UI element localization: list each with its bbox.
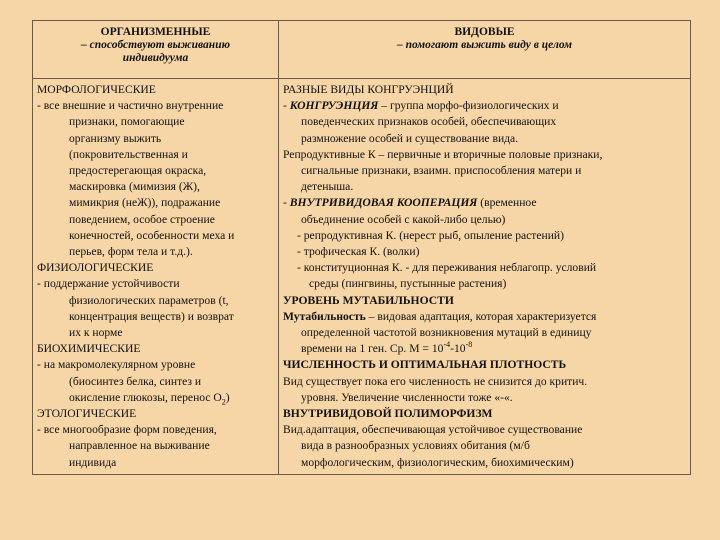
right-content-cell bbox=[279, 79, 691, 475]
text-run: (временное bbox=[477, 196, 537, 210]
section-heading: БИОХИМИЧЕСКИЕ bbox=[37, 342, 141, 356]
text-line: Репродуктивные К – первичные и вторичные половые признаки, bbox=[283, 147, 603, 161]
text-line bbox=[279, 195, 690, 211]
text-line: признаки, помогающие bbox=[69, 115, 185, 129]
section-heading: МОРФОЛОГИЧЕСКИЕ bbox=[37, 83, 156, 96]
text-line: - репродуктивная К. (нерест рыб, опыление растений) bbox=[297, 228, 564, 242]
text-line bbox=[279, 309, 690, 325]
text-line: их к норме bbox=[69, 326, 123, 340]
section-heading: РАЗНЫЕ ВИДЫ КОНГРУЭНЦИЙ bbox=[283, 83, 454, 96]
text-line: морфологическим, физиологическим, биохимическим) bbox=[301, 455, 574, 469]
section-heading: ЭТОЛОГИЧЕСКИЕ bbox=[37, 407, 137, 421]
text-line: размножение особей и существование вида. bbox=[301, 131, 519, 145]
superscript: -4 bbox=[443, 340, 451, 350]
text-line bbox=[279, 98, 690, 114]
text-run: – группа морфо-физиологических и bbox=[378, 99, 559, 113]
text-line: - трофическая К. (волки) bbox=[297, 245, 420, 259]
right-header-subtitle: – помогают выжить виду в целом bbox=[396, 39, 573, 51]
text-line: концентрация веществ) и возврат bbox=[69, 309, 234, 323]
left-header-title: ОРГАНИЗМЕННЫЕ bbox=[100, 26, 211, 38]
section-heading: ФИЗИОЛОГИЧЕСКИЕ bbox=[37, 261, 154, 275]
term: КОНГРУЭНЦИЯ bbox=[289, 99, 379, 113]
text-line: - все внешние и частично внутренние bbox=[37, 99, 224, 113]
text-line: организму выжить bbox=[69, 131, 162, 145]
text-line: конечностей, особенности меха и bbox=[69, 228, 235, 242]
term: ВНУТРИВИДОВАЯ КООПЕРАЦИЯ bbox=[289, 196, 478, 210]
text-line: поведенческих признаков особей, обеспечивающих bbox=[301, 115, 557, 129]
text-line: предостерегающая окраска, bbox=[69, 164, 207, 178]
text-line: объединение особей с какой-либо целью) bbox=[301, 212, 506, 226]
text-line bbox=[279, 341, 690, 357]
text-run: - bbox=[283, 99, 290, 113]
text-run: -10 bbox=[450, 342, 466, 356]
text-line: индивида bbox=[69, 455, 117, 469]
text-line: Вид.адаптация, обеспечивающая устойчивое существование bbox=[283, 423, 583, 437]
term: Мутабильность bbox=[283, 309, 366, 323]
text-line: определенной частотой возникновения мутаций в единицу bbox=[301, 326, 592, 340]
subscript: 2 bbox=[221, 397, 226, 407]
text-run: окисление глюкозы, перенос O bbox=[69, 390, 222, 404]
text-line: (биосинтез белка, синтез и bbox=[69, 374, 202, 388]
section-heading: ВНУТРИВИДОВОЙ ПОЛИМОРФИЗМ bbox=[283, 407, 493, 421]
text-line: физиологических параметров (t, bbox=[69, 293, 229, 307]
header-left-cell bbox=[33, 21, 279, 79]
header-row bbox=[33, 21, 691, 79]
text-run: времени на 1 ген. Ср. М = 10 bbox=[301, 342, 444, 356]
text-line: уровня. Увеличение численности тоже «-«. bbox=[301, 390, 513, 404]
text-line bbox=[33, 390, 278, 406]
adaptations-table bbox=[32, 20, 691, 475]
text-line: - поддержание устойчивости bbox=[37, 277, 180, 291]
text-line: маскировка (мимизия (Ж), bbox=[69, 180, 200, 194]
text-line: - конституционная К. - для переживания неблагопр. условий bbox=[297, 261, 597, 275]
left-header-subtitle: – способствуют выживанию индивидуума bbox=[81, 39, 230, 64]
text-line: поведением, особое строение bbox=[69, 212, 215, 226]
text-line: мимикрия (неЖ)), подражание bbox=[69, 196, 221, 210]
section-heading: ЧИСЛЕННОСТЬ И ОПТИМАЛЬНАЯ ПЛОТНОСТЬ bbox=[283, 358, 567, 372]
header-right-cell bbox=[279, 21, 691, 79]
text-line: детеныша. bbox=[301, 180, 354, 194]
text-line: среды (пингвины, пустынные растения) bbox=[309, 277, 507, 291]
text-line: (покровительственная и bbox=[69, 147, 188, 161]
text-run: ) bbox=[225, 390, 230, 404]
text-line: направленное на выживание bbox=[69, 439, 210, 453]
text-line: перьев, форм тела и т.д.). bbox=[69, 245, 193, 259]
text-line: вида в разнообразных условиях обитания (м/б bbox=[301, 439, 530, 453]
left-content-cell bbox=[33, 79, 279, 475]
text-line: - на макромолекулярном уровне bbox=[37, 358, 196, 372]
section-heading: УРОВЕНЬ МУТАБИЛЬНОСТИ bbox=[283, 293, 454, 307]
content-row bbox=[33, 79, 691, 475]
text-run: – видовая адаптация, которая характеризуется bbox=[365, 309, 597, 323]
text-line: - все многообразие форм поведения, bbox=[37, 423, 217, 437]
superscript: -8 bbox=[465, 340, 473, 350]
text-line: Вид существует пока его численность не снизится до критич. bbox=[283, 374, 588, 388]
text-line: сигнальные признаки, взаимн. приспособления матери и bbox=[301, 164, 582, 178]
text-run: - bbox=[283, 196, 290, 210]
right-header-title: ВИДОВЫЕ bbox=[454, 26, 515, 38]
